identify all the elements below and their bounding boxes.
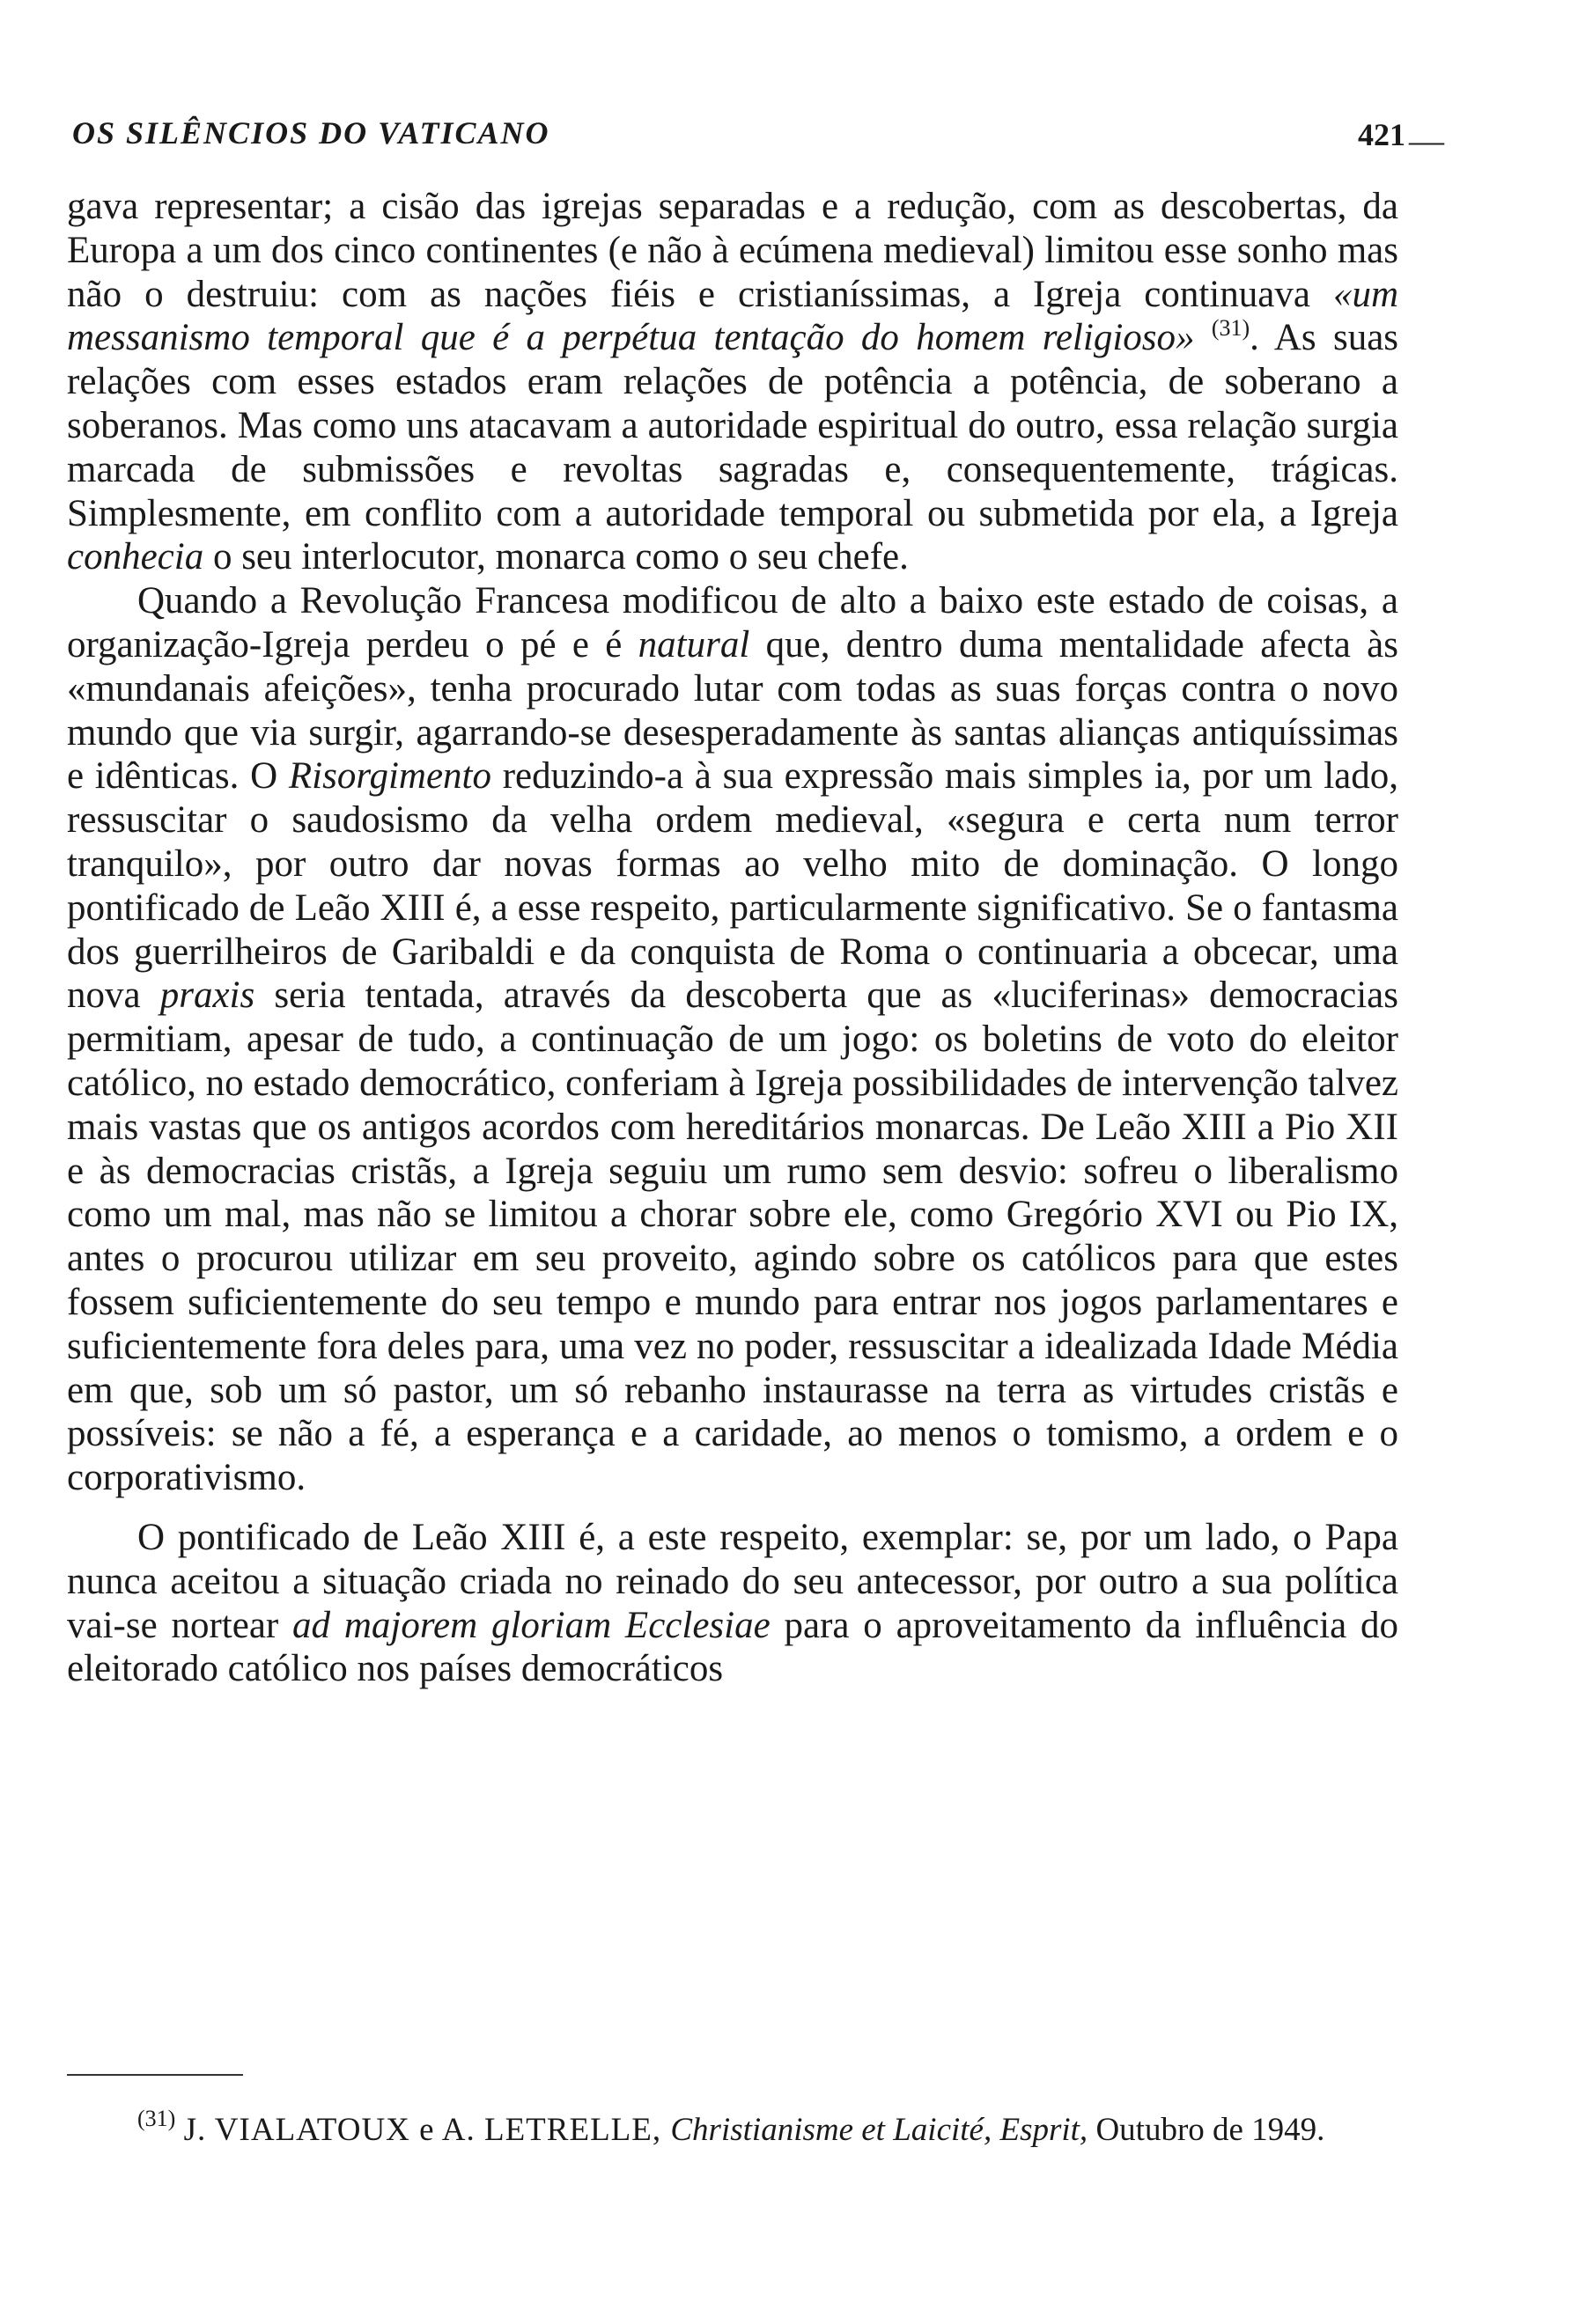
- running-title: OS SILÊNCIOS DO VATICANO: [72, 115, 550, 151]
- emphasis: natural: [638, 623, 750, 666]
- paragraph-text: gava representar; a cisão das igrejas separadas e a redução, com as descobertas, da Europa a um dos cinco continentes (e não à ecúmena medieval) limitou esse sonho mas não o destruiu: com as nações fiéis e cristianíssimas, a Igreja continuava: [67, 186, 1398, 315]
- paragraph-text: para o aproveitamento da influência do eleitorado católico nos países democráticos: [67, 1604, 1398, 1690]
- paragraph-text: que, dentro duma mentalidade afecta às «mundanais afeições», tenha procurado lutar com todas as suas forças contra o novo mundo que via surgir, agarrando-se desesperadamente às santas alianças antiquíssimas e idênticas. O: [67, 623, 1398, 798]
- running-head: [67, 104, 1444, 160]
- footnote-31: [67, 2106, 1398, 2151]
- paragraph-text: Quando a Revolução Francesa modificou de alto a baixo este estado de coisas, a organização-Igreja perdeu o pé e é: [67, 580, 1398, 666]
- book-page: [67, 0, 1444, 2324]
- paragraph-text: seria tentada, através da descoberta que as «luciferinas» democracias permitiam, apesar de tudo, a continuação de um jogo: os boletins de voto do eleitor católico, no estado democrático, conferiam à Igreja possibilidades de intervenção talvez mais vastas que os antigos acordos com hereditários monarcas. De Leão XIII a Pio XII e às democracias cristãs, a Igreja seguiu um rumo sem desvio: sofreu o liberalismo como um mal, mas não se limitou a chorar sobre ele, como Gregório XVI ou Pio IX, antes o procurou utilizar em seu proveito, agindo sobre os católicos para que estes fossem suficientemente do seu tempo e mundo para entrar nos jogos parlamentares e suficientemente fora deles para, uma vez no poder, ressuscitar a idealizada Idade Média em que, sob um só pastor, um só rebanho instaurasse na terra as virtudes cristãs e possíveis: se não a fé, a esperança e a caridade, ao menos o tomismo, a ordem e o corporativismo.: [67, 974, 1398, 1499]
- emphasis: Risorgimento: [288, 755, 492, 798]
- footnote-separator: [67, 2074, 243, 2076]
- quotation: «um messanismo temporal que é a perpétua tentação do homem religioso»: [67, 273, 1398, 359]
- paragraph-text: O pontificado de Leão XIII é, a este respeito, exemplar: se, por um lado, o Papa nunca aceitou a situação criada no reinado do seu antecessor, por outro a sua política vai-se nortear: [67, 1516, 1398, 1646]
- footnote-date: Outubro de 1949.: [1088, 2112, 1325, 2148]
- page-number: 421: [1358, 117, 1405, 152]
- paragraph-2: [67, 579, 1398, 1500]
- footnote-work-title: Christianisme et Laicité, Esprit,: [670, 2112, 1088, 2148]
- paragraph-1: [67, 185, 1398, 579]
- corner-mark: —: [1409, 121, 1444, 160]
- footnote-marker: (31): [137, 2106, 176, 2131]
- paragraph-text: . As suas relações com esses estados eram relações de potência a potência, de soberano a soberanos. Mas como uns atacavam a autoridade espiritual do outro, essa relação surgia marcada de submissões e revoltas sagradas e, consequentemente, trágicas. Simplesmente, em conflito com a autoridade temporal ou submetida por ela, a Igreja: [67, 317, 1399, 534]
- emphasis: conhecia: [67, 536, 204, 578]
- emphasis: praxis: [159, 974, 255, 1017]
- footnote-authors: J. VIALATOUX e A. LETRELLE,: [183, 2112, 671, 2148]
- footnote-text: [67, 2106, 1398, 2151]
- latin-phrase: ad majorem gloriam Ecclesiae: [292, 1604, 771, 1646]
- paragraph-3: [67, 1516, 1398, 1691]
- paragraph-text: o seu interlocutor, monarca como o seu chefe.: [203, 536, 909, 578]
- footnote-reference: (31): [1211, 315, 1250, 342]
- paragraph-text: reduzindo-a à sua expressão mais simples ia, por um lado, ressuscitar o saudosismo da velha ordem medieval, «segura e certa num terror tranquilo», por outro dar novas formas ao velho mito de dominação. O longo pontificado de Leão XIII é, a esse respeito, particularmente significativo. Se o fantasma dos guerrilheiros de Garibaldi e da conquista de Roma o continuaria a obcecar, uma nova: [67, 755, 1398, 1017]
- body-text: [67, 185, 1398, 1691]
